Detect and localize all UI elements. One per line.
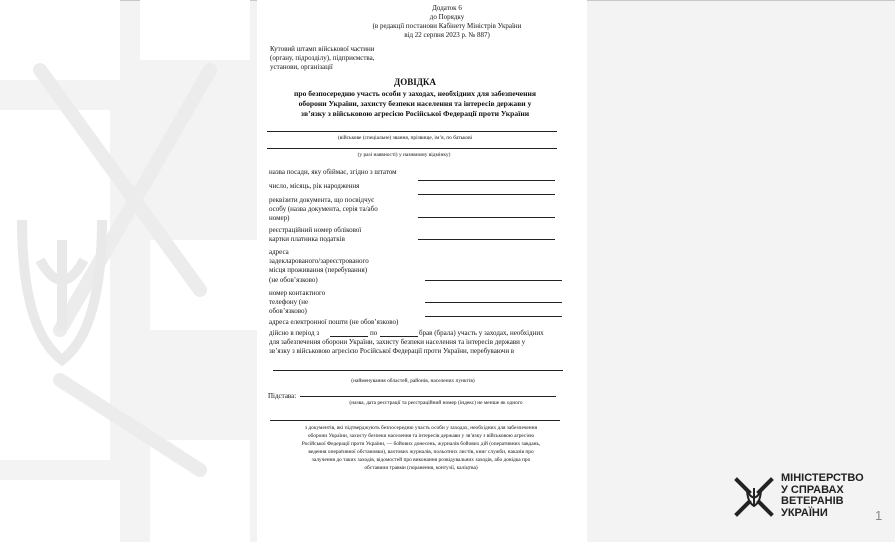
page-number: 1 <box>875 508 883 523</box>
footnote-line-5: залучення до таких заходів, відомостей про виконання розвідувальних заходів, або довідка про <box>311 457 531 463</box>
subtitle-line-3: зв’язку з військовою агресією Російської Федерації проти України <box>300 109 530 118</box>
caption-regions: (найменування областей, районів, населених пунктів) <box>351 378 475 384</box>
field-phone-2: телефону (не <box>269 298 309 306</box>
ministry-line-1: МІНІСТЕРСТВО <box>781 472 864 484</box>
stamp-line-3: установи, організації <box>270 63 333 71</box>
field-address-3: місця проживання (перебування) <box>269 266 368 274</box>
caption-basis: (назва, дата реєстрації та реєстраційний номер (індекс) не менше як одного <box>349 400 523 406</box>
field-birthdate: число, місяць, рік народження <box>269 182 360 190</box>
field-position-line <box>418 180 555 181</box>
document-title: ДОВІДКА <box>394 77 436 87</box>
field-phone-3: обов’язково) <box>269 307 307 315</box>
footnote-line-3: Російської Федерації проти України, — бойових донесень, журналів бойових дій (оперативних завдань, <box>301 441 541 447</box>
stamp-line-1: Кутовий штамп військової частини <box>270 45 375 53</box>
ministry-name <box>781 473 864 519</box>
basis-label: Підстава: <box>268 392 297 400</box>
watermark-emblem-icon <box>0 0 280 542</box>
footnote-line-4: ведення оперативної обстановки), вахтових журналів, польотних листів, книг служби, наказів про <box>308 449 534 455</box>
field-id-doc-1: реквізити документа, що посвідчує <box>269 196 375 204</box>
appendix-line-1: Додаток 6 <box>432 4 462 12</box>
field-address-4: (не обов’язково) <box>269 276 318 284</box>
field-tax-line <box>418 239 555 240</box>
field-id-doc-line <box>418 217 555 218</box>
ministry-emblem-icon <box>731 474 777 520</box>
field-id-doc-2: особу (назва документа, серія та/або <box>269 205 378 213</box>
field-position: назва посади, яку обіймає, згідно з штатом <box>269 168 397 176</box>
field-id-doc-3: номер) <box>269 214 290 222</box>
footnote-line <box>270 420 560 421</box>
date-to-line <box>380 336 418 337</box>
field-phone-1: номер контактного <box>269 289 326 297</box>
subtitle-line-1: про безпосередню участь особи у заходах, необхідних для забезпечення <box>293 89 537 98</box>
regions-line <box>273 370 563 371</box>
field-birthdate-line <box>418 194 555 195</box>
participation-mid: по <box>370 329 378 337</box>
field-phone-line <box>425 302 562 303</box>
field-address-line <box>425 280 562 281</box>
field-email-line <box>425 316 562 317</box>
appendix-line-4: від 22 серпня 2023 р. № 887) <box>404 31 490 39</box>
field-tax-2: картки платника податків <box>269 235 345 243</box>
date-from-line <box>330 336 368 337</box>
ministry-line-2: У СПРАВАХ <box>781 483 844 496</box>
participation-suffix: брав (брала) участь у заходах, необхідних <box>419 329 544 337</box>
caption-rank-name: (військове (спеціальне) звання, прізвище, ім’я, по батькові <box>337 135 473 141</box>
appendix-line-3: (в редакції постанови Кабінету Міністрів України <box>372 22 522 30</box>
ministry-line-4: УКРАЇНИ <box>781 506 828 519</box>
name-line-2 <box>267 148 557 149</box>
participation-line-2: для забезпечення оборони України, захисту безпеки населення та інтересів держави у <box>269 338 526 346</box>
footnote-line-2: оборони України, захисту безпеки населення та інтересів держави у зв’язку з військовою агресією <box>307 433 535 439</box>
subtitle-line-2: оборони України, захисту безпеки населення та інтересів держави у <box>298 99 532 108</box>
footnote-line-1: з документів, які підтверджують безпосередню участь особи у заходах, необхідних для забезпечення <box>304 425 538 431</box>
caption-name-suffix: (у разі наявності) у називному відмінку) <box>357 152 451 158</box>
participation-line-3: зв’язку з військовою агресією Російської Федерації проти України, перебуваючи в <box>269 347 515 355</box>
appendix-line-2: до Порядку <box>429 13 465 21</box>
field-email: адреса електронної пошти (не обов’язково) <box>269 318 399 326</box>
name-line <box>267 131 557 132</box>
footnote-line-6: обставини травми (поранення, контузії, каліцтва) <box>364 465 478 471</box>
participation-prefix: дійсно в період з <box>269 329 320 337</box>
basis-line <box>300 396 556 397</box>
field-tax-1: реєстраційний номер облікової <box>269 226 362 234</box>
field-address-2: задекларованого/зареєстрованого <box>269 257 369 265</box>
field-address-1: адреса <box>269 248 289 256</box>
ministry-line-3: ВЕТЕРАНІВ <box>781 495 844 507</box>
stamp-line-2: (органу, підрозділу), підприємства, <box>270 54 375 62</box>
